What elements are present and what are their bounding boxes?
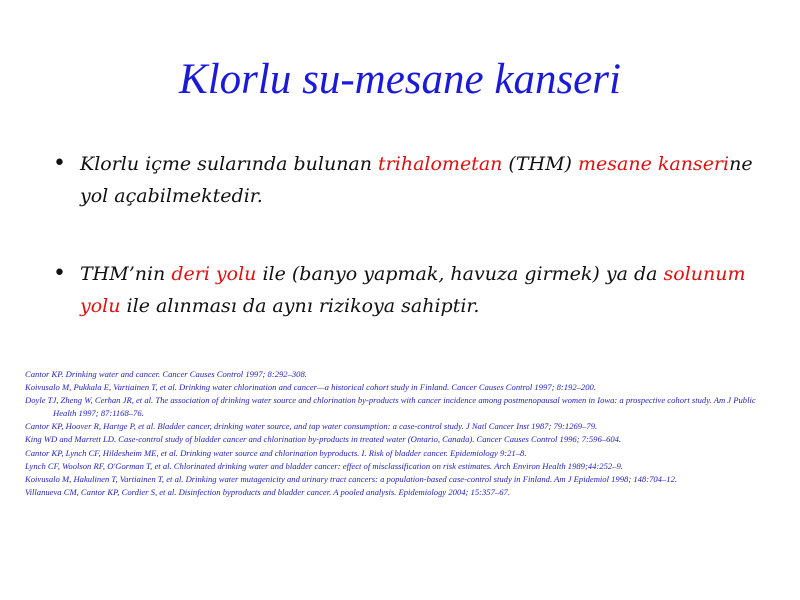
reference-item: Koivusalo M, Pukkala E, Vartiainen T, et al. Drinking water chlorination and cancer—a historical cohort study in Finland. Cancer Causes Control 1997; 8:192–200. [25,382,596,393]
references-block [25,368,780,499]
bullet-item [50,148,770,212]
bullet-text: ile (banyo yapmak, havuza girmek) ya da [256,263,664,285]
reference-item: Lynch CF, Woolson RF, O'Gorman T, et al. Chlorinated drinking water and bladder cancer: effect of misclassification on risk estimates. Arch Environ Health 1989;44:252–9. [25,460,623,471]
reference-item: Koivusalo M, Hakulinen T, Vartiainen T, et al. Drinking water mutagenicity and urinary tract cancers: a population-based case-control study in Finland. Am J Epidemiol 1998; 148:704–12. [25,473,678,484]
highlighted-term: mesane kanseri [578,153,730,175]
reference-item: Cantor KP, Lynch CF, Hildesheim ME, et al. Drinking water source and chlorination byproducts. I. Risk of bladder cancer. Epidemiology 9:21–8. [25,447,527,458]
bullet-dot-icon: • [53,151,66,176]
bullet-text: THM’nin [80,263,172,285]
bullet-text: Klorlu içme sularında bulunan [80,153,379,175]
reference-item: King WD and Marrett LD. Case-control study of bladder cancer and chlorination by-products in treated water (Ontario, Canada). Cancer Causes Control 1996; 7:596–604. [25,434,622,445]
bullet-text: ne yol açabilmektedir. [80,153,753,207]
highlighted-term: trihalometan [378,153,503,175]
bullet-text: ile alınması da aynı rizikoya sahiptir. [120,295,480,317]
reference-item: Cantor KP, Hoover R, Hartge P, et al. Bladder cancer, drinking water source, and tap water consumption: a case-control study. J Natl Cancer Inst 1987; 79:1269–79. [25,421,598,432]
highlighted-term: deri yolu [171,263,257,285]
bullet-list [50,148,770,368]
highlighted-term: solunum yolu [80,263,746,317]
reference-item: Villanueva CM, Cantor KP, Cordier S, et al. Disinfection byproducts and bladder cancer. A pooled analysis. Epidemiology 2004; 15:357–67. [25,486,510,497]
reference-item: Doyle TJ, Zheng W, Cerhan JR, et al. The association of drinking water source and chlorination by-products with cancer incidence among postmenopausal women in Iowa: a prospective cohort study. Am J Public Health 1997; 87:1168–76. [25,395,756,419]
reference-item: Cantor KP. Drinking water and cancer. Cancer Causes Control 1997; 8:292–308. [25,369,307,379]
bullet-item [50,258,770,322]
bullet-text: (THM) [502,153,578,175]
slide-title: Klorlu su-mesane kanseri [179,56,621,103]
bullet-dot-icon: • [53,261,66,286]
